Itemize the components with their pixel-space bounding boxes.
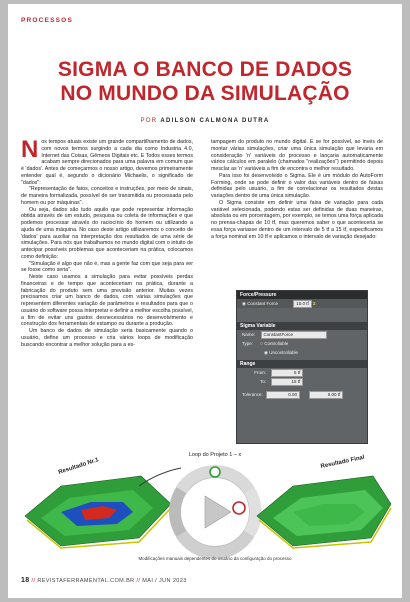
radio-icon[interactable]: ○ [260, 341, 263, 346]
site-name: REVISTAFERRAMENTAL.COM.BR [37, 578, 135, 584]
diagram-caption: Modificações manuais dependentes do usuário da configuração do processo [138, 556, 292, 561]
paragraph: Neste caso usamos a simulação para evitar possíveis perdas financeiras e de tempo que aconteceriam na prática, durante a fabricação do produto sem uma previsão anterior. Muitas vezes precisamos criar um banco de dados, com várias simulações que representem diferentes variação de parâmetros e resultados para que o usuário do software possa interpretar e definir a melhor escolha possível, a fim de evitar uns gastos desnecessários no desenvolvimento e construção dos ferramentais de estampo ou durante a produção. [21, 274, 193, 328]
sigma-icon[interactable]: Σ [313, 301, 316, 306]
to-label: To: [259, 379, 266, 384]
spacer [237, 308, 367, 322]
type-label: Type: [242, 341, 254, 346]
paragraph: Um banco de dados de simulação seria basicamente quando o usuário, define um processo e cria vários loops de modificação buscando encontrar a melhor solução para a es- [21, 328, 193, 348]
radio-icon: ◉ [242, 301, 248, 306]
type-row [237, 339, 367, 348]
page-number: 18 [21, 577, 30, 584]
tolerance-field-1[interactable]: 0.00 [266, 391, 300, 399]
range-header: Range [237, 360, 367, 368]
constant-force-row [237, 299, 367, 308]
final-result-label: Resultado Final [320, 454, 366, 470]
magazine-page [8, 4, 402, 598]
type-row-2 [237, 348, 367, 357]
result-1-label: Resultado Nr.1 [57, 457, 100, 476]
left-column [21, 136, 193, 348]
to-row [237, 377, 367, 386]
paragraph: "Simulação é algo que não é, mas a gente faz com que seja para ver se fosse como seria". [21, 260, 193, 274]
simulation-loop-diagram [21, 446, 393, 564]
loop-label: Loop do Projeto 1 – x [188, 452, 242, 458]
paragraph: Para isso foi desenvolvido o Sigma. Ele é um módulo do AutoForm Forming, onde se pode definir o valor das variáveis dentro de faixas definidas pelo usuário, a fim de correlacionar os resultados destas variações dentro de uma única simulação. [211, 172, 383, 199]
paragraph: Nos tempos atuais existe um grande compartilhamento de dados, com novos termos surgindo a cada dia como Industria 4.0, Internet das Coisas, Gêmeos Digitais etc. E Todos esses termos acabam sempre direcionados para uma palavra em comum que é 'dados'. Antes de começarmos o nosso artigo, devemos primeiramente entender qual é, segundo o dicionário Michaelis, o significado de "dados": [21, 136, 193, 186]
byline-prefix: POR [140, 118, 158, 124]
page-footer [21, 577, 187, 584]
type-option-uncontrollable[interactable]: Uncontrollable [269, 350, 298, 355]
from-row [237, 368, 367, 377]
separator: // [31, 578, 38, 584]
loop-cycle [175, 467, 256, 553]
article-title [8, 58, 402, 106]
green-marker [210, 467, 220, 477]
result-1-part [25, 476, 171, 548]
name-row [237, 330, 367, 339]
tolerance-field-2[interactable]: 0.00 tf [309, 391, 343, 399]
constant-force-field[interactable]: 10.0 tf [293, 300, 312, 308]
issue-date: MAI / JUN 2023 [142, 578, 187, 584]
software-screenshot [236, 290, 368, 444]
force-pressure-header: Force/Pressure [237, 291, 367, 299]
drop-cap: N [21, 136, 39, 163]
separator: // [136, 578, 143, 584]
paragraph: Ou seja, dados são tudo aquilo que pode representar informação obtida através de um estudo, pesquisa ou coleta de informações e que podemos processar através do raciocínio do homem ou utilizando a ajuda de uma máquina. No caso deste artigo utilizaremos o conceito de 'dados' para auxiliar na interpretação dos resultados de uma série de simulações. Para nós que trabalhamos no mundo digital com o intuito de antecipar possíveis problemas que aconteceriam na prática, colocamos como definição: [21, 206, 193, 260]
from-label: From: [254, 370, 266, 375]
title-line-1: SIGMA O BANCO DE DADOS [57, 58, 353, 81]
tolerance-label: Tolerance: [242, 392, 263, 397]
name-field[interactable]: ConstantForce [261, 331, 327, 339]
from-field[interactable]: 5 tf [271, 369, 303, 377]
to-field[interactable]: 15 tf [271, 378, 303, 386]
section-label: PROCESSOS [21, 17, 73, 24]
final-result-part [257, 476, 391, 548]
radio-icon[interactable]: ◉ [264, 350, 268, 355]
right-column [211, 139, 383, 240]
name-label: Name: [242, 332, 256, 337]
sigma-variable-header: Sigma Variable [237, 322, 367, 330]
type-option-controllable[interactable]: Controllable [264, 341, 289, 346]
paragraph: "Representação de fatos, conceitos e instruções, por meio de sinais, de maneira formalizada, possível de ser transmitida ou processada pelo homem ou por máquinas". [21, 186, 193, 206]
paragraph: tampagem do produto no mundo digital. E se for possível, ao invés de montar várias simulações, criar uma única simulação que levaria em consideração 'n' variáveis do processo e lançaria automaticamente vários cálculos em paralelo (chamados "realizações") permitindo depois mesclar as 'n' variáveis a fim de encontra o melhor resultado. [211, 139, 383, 172]
author-name: ADILSON CALMONA DUTRA [160, 118, 270, 124]
tolerance-row [237, 390, 367, 399]
title-line-2: NO MUNDO DA SIMULAÇÃO [60, 82, 350, 105]
paragraph: O Sigma consiste em definir uma faixa de variação para cada variável selecionada, podendo estas ser definidas de duas maneiras, absoluta ou em porcentagem, por exemplo, se temos uma força aplicada no prensa-chapas de 10 tf, mas queremos saber o que aconteceria se essa força variasse dentro de um intervalo de 5 tf a 15 tf, especificamos a força nominal em 10 tf e aplicamos o intervalo de variação desejado: [211, 199, 383, 240]
constant-force-label: Constant Force [247, 301, 278, 306]
red-marker [233, 502, 245, 514]
byline [8, 118, 402, 124]
